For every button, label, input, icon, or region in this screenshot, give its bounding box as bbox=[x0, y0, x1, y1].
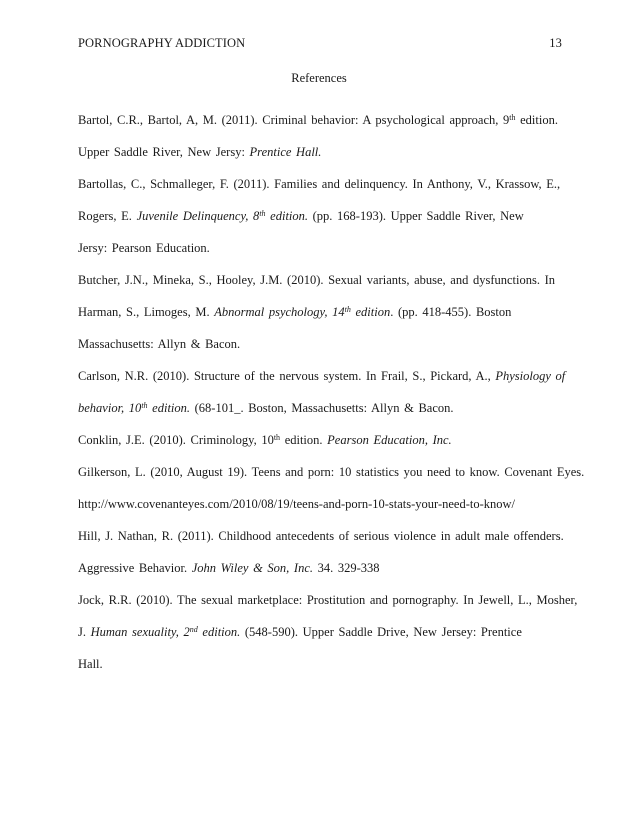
references-heading: References bbox=[291, 71, 347, 85]
page-number: 13 bbox=[549, 36, 562, 50]
reference-text: Hall. bbox=[78, 657, 103, 671]
reference-line bbox=[78, 392, 564, 424]
reference-text: Massachusetts: Allyn & Bacon. bbox=[78, 337, 241, 351]
italic-title: Pearson Education, Inc. bbox=[327, 433, 452, 447]
ordinal-superscript: th bbox=[273, 433, 281, 442]
reference-line bbox=[78, 200, 564, 232]
reference-text: . (pp. 418-455). Boston bbox=[390, 305, 512, 319]
reference-line bbox=[78, 616, 564, 648]
reference-text: Hill, J. Nathan, R. (2011). Childhood antecedents of serious violence in adult male offenders. bbox=[78, 529, 564, 543]
reference-text: Carlson, N.R. (2010). Structure of the nervous system. In Frail, S., Pickard, A., bbox=[78, 369, 496, 383]
reference-line bbox=[78, 360, 566, 392]
reference-text: Jersy: Pearson Education. bbox=[78, 241, 210, 255]
reference-text: Aggressive Behavior. bbox=[78, 561, 192, 575]
reference-line bbox=[78, 648, 564, 680]
reference-line bbox=[78, 104, 564, 136]
reference-entry bbox=[78, 456, 585, 520]
running-header bbox=[78, 36, 562, 51]
reference-line bbox=[78, 488, 564, 520]
reference-text: Harman, S., Limoges, M. bbox=[78, 305, 215, 319]
reference-text: J. bbox=[78, 625, 91, 639]
italic-title: Physiology of bbox=[495, 369, 566, 383]
italic-title: Prentice Hall. bbox=[249, 145, 322, 159]
reference-line bbox=[78, 168, 564, 200]
reference-text: Conklin, J.E. (2010). Criminology, 10 bbox=[78, 433, 274, 447]
reference-text: Gilkerson, L. (2010, August 19). Teens and porn: 10 statistics you need to know. Covenant Eyes. bbox=[78, 465, 585, 479]
ordinal-superscript: th bbox=[509, 113, 516, 122]
reference-text: Butcher, J.N., Mineka, S., Hooley, J.M. (2010). Sexual variants, abuse, and dysfunctions. In bbox=[78, 273, 556, 287]
reference-text: edition. bbox=[515, 113, 558, 127]
reference-text: Jock, R.R. (2010). The sexual marketplace: Prostitution and pornography. In Jewell, L., Mosher, bbox=[78, 593, 578, 607]
reference-line bbox=[78, 584, 578, 616]
reference-text: (68-101_. Boston, Massachusetts: Allyn & Bacon. bbox=[190, 401, 454, 415]
reference-line bbox=[78, 136, 564, 168]
italic-title: John Wiley & Son, Inc. bbox=[191, 561, 313, 575]
italic-title: edition bbox=[350, 305, 391, 319]
reference-text: edition. bbox=[280, 433, 328, 447]
ordinal-superscript: th bbox=[259, 209, 266, 218]
italic-title: Juvenile Delinquency, 8 bbox=[136, 209, 260, 223]
italic-title: behavior, 10 bbox=[78, 401, 142, 415]
running-head-title: PORNOGRAPHY ADDICTION bbox=[78, 36, 246, 50]
reference-line bbox=[78, 552, 564, 584]
italic-title: Human sexuality, 2 bbox=[90, 625, 190, 639]
reference-entry bbox=[78, 520, 564, 584]
reference-text: Bartol, C.R., Bartol, A, M. (2011). Criminal behavior: A psychological approach, 9 bbox=[78, 113, 510, 127]
references-list bbox=[78, 104, 585, 680]
reference-line bbox=[78, 520, 564, 552]
reference-text: http://www.covenanteyes.com/2010/08/19/teens-and-porn-10-stats-your-need-to-know/ bbox=[78, 497, 516, 511]
italic-title: edition. bbox=[265, 209, 309, 223]
reference-line bbox=[78, 296, 564, 328]
reference-text: Bartollas, C., Schmalleger, F. (2011). Families and delinquency. In Anthony, V., Krassow, E., bbox=[78, 177, 561, 191]
reference-entry bbox=[78, 360, 564, 424]
reference-entry bbox=[78, 424, 564, 456]
reference-text: (548-590). Upper Saddle Drive, New Jersey: Prentice bbox=[240, 625, 522, 639]
reference-line bbox=[78, 264, 564, 296]
reference-entry bbox=[78, 264, 564, 360]
italic-title: Abnormal psychology, 14 bbox=[214, 305, 345, 319]
reference-text: 34. 329-338 bbox=[313, 561, 380, 575]
reference-line bbox=[78, 424, 564, 456]
ordinal-superscript: th bbox=[344, 305, 351, 314]
reference-line bbox=[78, 328, 564, 360]
reference-text: Upper Saddle River, New Jersy: bbox=[78, 145, 250, 159]
reference-entry bbox=[78, 104, 564, 168]
reference-line bbox=[78, 232, 564, 264]
italic-title: edition. bbox=[147, 401, 191, 415]
reference-line bbox=[78, 456, 585, 488]
ordinal-superscript: nd bbox=[189, 625, 198, 634]
italic-title: edition. bbox=[197, 625, 241, 639]
reference-entry bbox=[78, 584, 578, 680]
reference-text: (pp. 168-193). Upper Saddle River, New bbox=[308, 209, 524, 223]
reference-entry bbox=[78, 168, 564, 264]
ordinal-superscript: th bbox=[141, 401, 148, 410]
reference-text: Rogers, E. bbox=[78, 209, 137, 223]
